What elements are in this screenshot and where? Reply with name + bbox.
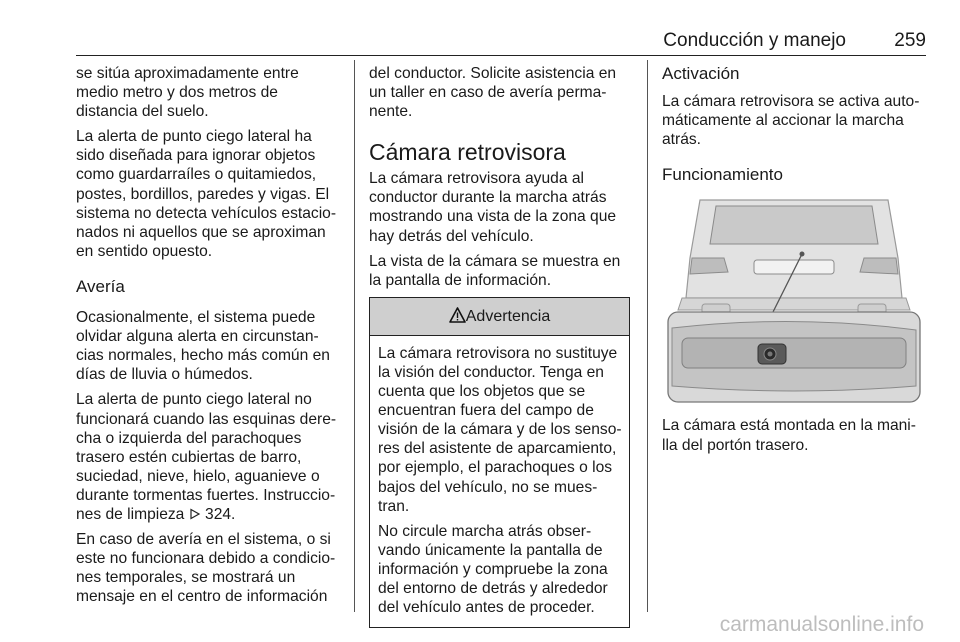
- column-3: [662, 64, 928, 461]
- header-rule: [76, 55, 926, 56]
- paragraph: La alerta de punto ciego lateral ha sido diseñada para ignorar objetos como guardarraíles o quitamiedos, postes, bordillos, paredes y vigas. El sistema no detecta vehículos estacio- nados ni aquellos que se aproximan en sentido opuesto.: [76, 128, 337, 260]
- paragraph: En caso de avería en el sistema, o si este no funcionara debido a condicio- nes temporales, se mostrará un mensaje en el centro de información: [76, 531, 336, 606]
- warning-box: [369, 297, 630, 628]
- warning-triangle-icon: [449, 307, 466, 323]
- page-number: 259: [894, 30, 926, 51]
- paragraph: Ocasionalmente, el sistema puede olvidar alguna alerta en circunstan- cias normales, hecho más común en días de lluvia o húmedos.: [76, 309, 330, 384]
- paragraph: La alerta de punto ciego lateral no funcionará cuando las esquinas dere- cha o izquierda del parachoques trasero estén cubiertas de barro, suciedad, nieve, hielo, aguanieve o durante tormentas fuertes. Instruccio- nes de limpieza 324.: [76, 391, 337, 523]
- watermark: carmanualsonline.info: [719, 613, 924, 636]
- warning-body: [370, 336, 629, 627]
- page-reference-link[interactable]: 324.: [189, 506, 236, 523]
- heading-funcionamiento: Funcionamiento: [662, 165, 783, 185]
- paragraph: La vista de la cámara se muestra en la pantalla de información.: [369, 252, 621, 289]
- rear-camera-illustration: [662, 198, 926, 404]
- paragraph: La cámara retrovisora se activa auto- máticamente al accionar la marcha atrás.: [662, 93, 920, 149]
- warning-header: [370, 298, 629, 336]
- column-2: [369, 64, 633, 628]
- heading-averia: Avería: [76, 276, 125, 296]
- paragraph: se sitúa aproximadamente entre medio metro y dos metros de distancia del suelo.: [76, 65, 299, 121]
- paragraph: La cámara retrovisora no sustituye la visión del conductor. Tenga en cuenta que los objetos que se encuentran fuera del campo de visión de la cámara y de los senso- res del asistente de aparcamiento, por ejemplo, el parachoques o los bajos del vehículo, no se mues- tran.: [378, 344, 622, 515]
- paragraph: No circule marcha atrás obser- vando únicamente la pantalla de información y compruebe la zona del entorno de detrás y alrededor del vehículo antes de proceder.: [378, 522, 608, 617]
- paragraph: del conductor. Solicite asistencia en un taller en caso de avería perma- nente.: [369, 65, 617, 121]
- column-1: [76, 64, 346, 612]
- section-title: Conducción y manejo: [663, 30, 846, 51]
- warning-title: Advertencia: [465, 307, 551, 325]
- reference-arrow-icon: [189, 508, 201, 520]
- heading-activacion: Activación: [662, 64, 740, 83]
- paragraph: La cámara está montada en la mani- lla del portón trasero.: [662, 417, 916, 454]
- column-divider-2: [647, 60, 648, 612]
- page-header: [76, 26, 926, 56]
- column-divider-1: [354, 60, 355, 612]
- heading-camara-retrovisora: Cámara retrovisora: [369, 139, 566, 166]
- car-rear-camera-image: [662, 198, 926, 404]
- paragraph: La cámara retrovisora ayuda al conductor durante la marcha atrás mostrando una vista de la zona que hay detrás del vehículo.: [369, 170, 617, 245]
